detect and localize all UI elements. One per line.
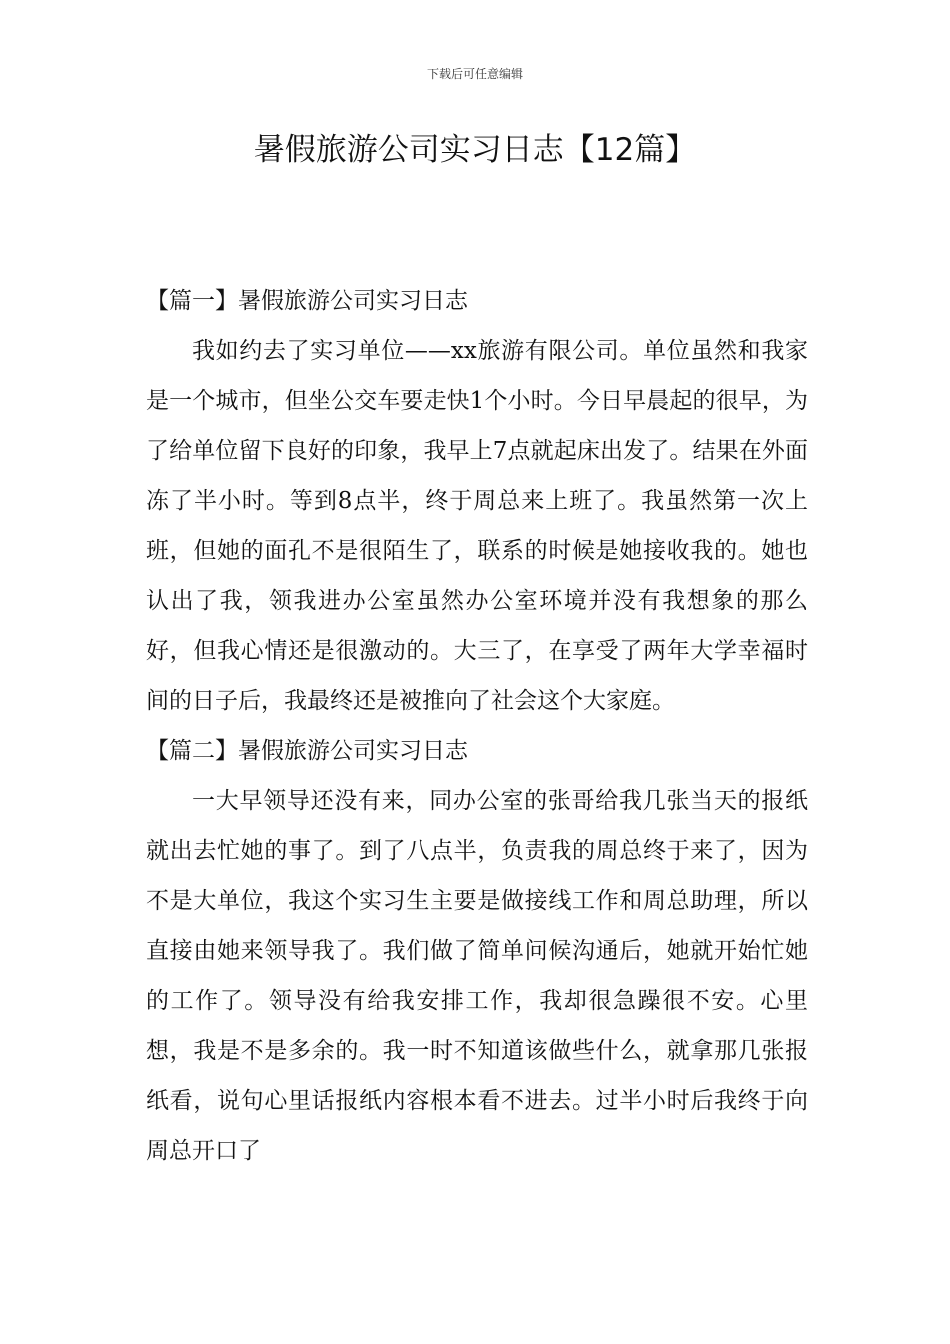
section-paragraph-1: 我如约去了实习单位——xx旅游有限公司。单位虽然和我家是一个城市，但坐公交车要走快1个小时。今日早晨起的很早，为了给单位留下良好的印象，我早上7点就起床出发了。结果在外面冻了半小时。等到8点半，终于周总来上班了。我虽然第一次上班，但她的面孔不是很陌生了，联系的时候是她接收我的。她也认出了我，领我进办公室虽然办公室环境并没有我想象的那么好，但我心情还是很激动的。大三了，在享受了两年大学幸福时间的日子后，我最终还是被推向了社会这个大家庭。 bbox=[146, 338, 808, 714]
header-note: 下载后可任意编辑 bbox=[426, 67, 523, 81]
section-heading-1: 【篇一】暑假旅游公司实习日志 bbox=[146, 288, 468, 314]
document-title: 暑假旅游公司实习日志【12篇】 bbox=[253, 132, 697, 168]
section-heading-2: 【篇二】暑假旅游公司实习日志 bbox=[146, 738, 468, 764]
section-paragraph-2: 一大早领导还没有来，同办公室的张哥给我几张当天的报纸就出去忙她的事了。到了八点半，负责我的周总终于来了，因为不是大单位，我这个实习生主要是做接线工作和周总助理，所以直接由她来领导我了。我们做了简单问候沟通后，她就开始忙她的工作了。领导没有给我安排工作，我却很急躁很不安。心里想，我是不是多余的。我一时不知道该做些什么，就拿那几张报纸看，说句心里话报纸内容根本看不进去。过半小时后我终于向周总开口了 bbox=[146, 788, 808, 1164]
document-body bbox=[146, 276, 808, 1176]
